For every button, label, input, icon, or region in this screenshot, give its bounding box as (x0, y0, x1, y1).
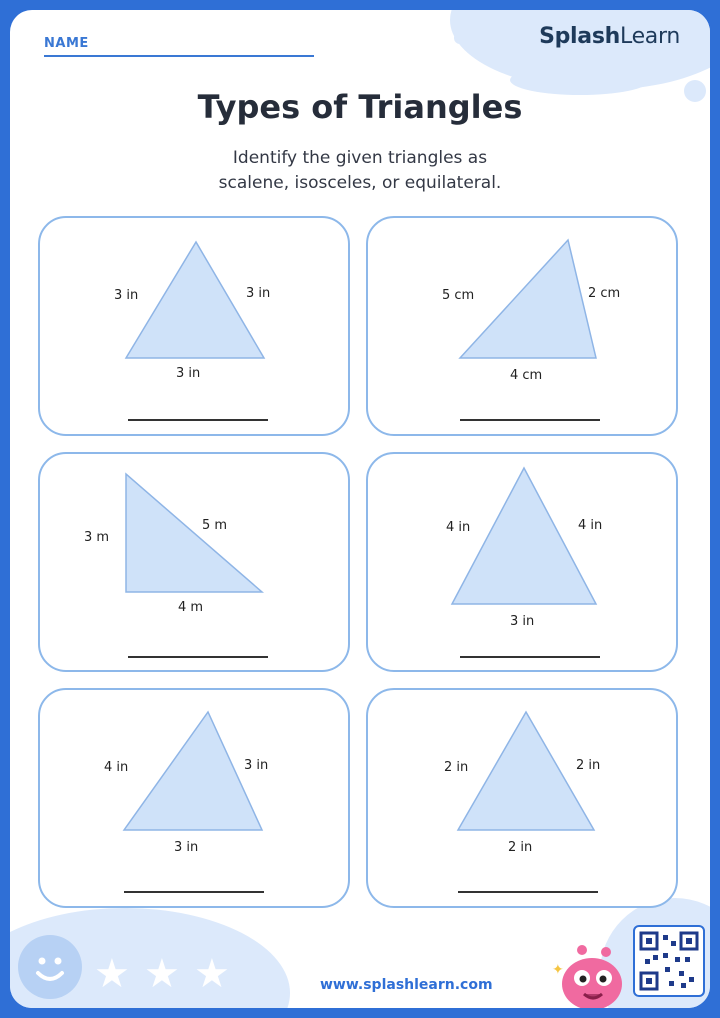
instructions-line-2: scalene, isosceles, or equilateral. (218, 173, 502, 193)
triangle-figure (368, 218, 680, 438)
problem-card-2 (366, 216, 678, 436)
left-side-label: 3 m (84, 530, 110, 545)
qr-module (686, 938, 692, 944)
instructions (10, 146, 710, 196)
monster-antenna (577, 945, 587, 955)
qr-module (645, 959, 650, 964)
qr-module (689, 977, 694, 982)
monster-drawing (550, 940, 626, 1008)
triangle-figure (40, 218, 352, 438)
smiley-face (18, 935, 82, 999)
qr-code[interactable] (633, 925, 705, 997)
base-label: 2 in (508, 840, 533, 855)
triangle-shape (460, 240, 596, 358)
left-side-label: 5 cm (442, 288, 475, 303)
right-side-label: 3 in (246, 286, 271, 301)
triangle-shape (458, 712, 594, 830)
problem-card-6 (366, 688, 678, 908)
smiley-eye (55, 958, 62, 965)
right-side-label: 2 in (576, 758, 601, 773)
triangle-shape (126, 474, 262, 592)
answer-line[interactable] (460, 419, 600, 421)
triangle-shape (452, 468, 596, 604)
right-side-label: 4 in (578, 518, 603, 533)
page-title: Types of Triangles (197, 88, 523, 126)
qr-module (685, 957, 690, 962)
triangle-shape (126, 242, 264, 358)
left-side-label: 2 in (444, 760, 469, 775)
triangle-figure (40, 454, 352, 674)
base-label: 3 in (176, 366, 201, 381)
logo-bold-text: Splash (539, 24, 620, 49)
qr-module (663, 935, 668, 940)
monster-mouth (584, 994, 602, 998)
qr-module (681, 983, 686, 988)
monster-antenna (601, 947, 611, 957)
answer-line[interactable] (128, 656, 268, 658)
monster-pupil (580, 976, 587, 983)
answer-line[interactable] (458, 891, 598, 893)
triangle-figure (40, 690, 352, 910)
right-side-label: 5 m (202, 518, 228, 533)
name-field[interactable] (44, 55, 314, 57)
qr-module (671, 941, 676, 946)
qr-pattern (635, 927, 703, 995)
star-icon: ★ (144, 951, 180, 997)
sparkle-icon: ✦ (552, 962, 564, 978)
problem-card-4 (366, 452, 678, 672)
qr-module (679, 971, 684, 976)
base-label: 4 cm (510, 368, 543, 383)
monster-body (562, 958, 622, 1008)
base-label: 3 in (174, 840, 199, 855)
qr-module (663, 953, 668, 958)
triangle-figure (368, 454, 680, 674)
star-icon: ★ (94, 951, 130, 997)
left-side-label: 4 in (446, 520, 471, 535)
base-label: 4 m (178, 600, 204, 615)
smiley-mouth (38, 973, 62, 979)
worksheet-page (10, 10, 710, 1008)
smiley-icon (18, 935, 82, 999)
monster-pupil (600, 976, 607, 983)
qr-module (665, 967, 670, 972)
right-side-label: 3 in (244, 758, 269, 773)
splashlearn-logo (539, 24, 680, 49)
left-side-label: 4 in (104, 760, 129, 775)
triangle-figure (368, 690, 680, 910)
qr-module (646, 978, 652, 984)
monster-mascot (550, 940, 626, 1008)
left-side-label: 3 in (114, 288, 139, 303)
base-label: 3 in (510, 614, 535, 629)
triangle-shape (124, 712, 262, 830)
qr-module (675, 957, 680, 962)
answer-line[interactable] (460, 656, 600, 658)
smiley-eye (39, 958, 46, 965)
name-label: NAME (44, 36, 89, 51)
qr-module (646, 938, 652, 944)
problem-card-1 (38, 216, 350, 436)
answer-line[interactable] (128, 419, 268, 421)
star-icon: ★ (194, 951, 230, 997)
answer-line[interactable] (124, 891, 264, 893)
qr-module (653, 955, 658, 960)
footer-url[interactable]: www.splashlearn.com (320, 977, 493, 993)
logo-light-text: Learn (620, 24, 680, 49)
qr-module (669, 981, 674, 986)
decorative-dot (454, 32, 466, 44)
instructions-line-1: Identify the given triangles as (232, 148, 488, 168)
right-side-label: 2 cm (588, 286, 621, 301)
problem-card-3 (38, 452, 350, 672)
problem-card-5 (38, 688, 350, 908)
